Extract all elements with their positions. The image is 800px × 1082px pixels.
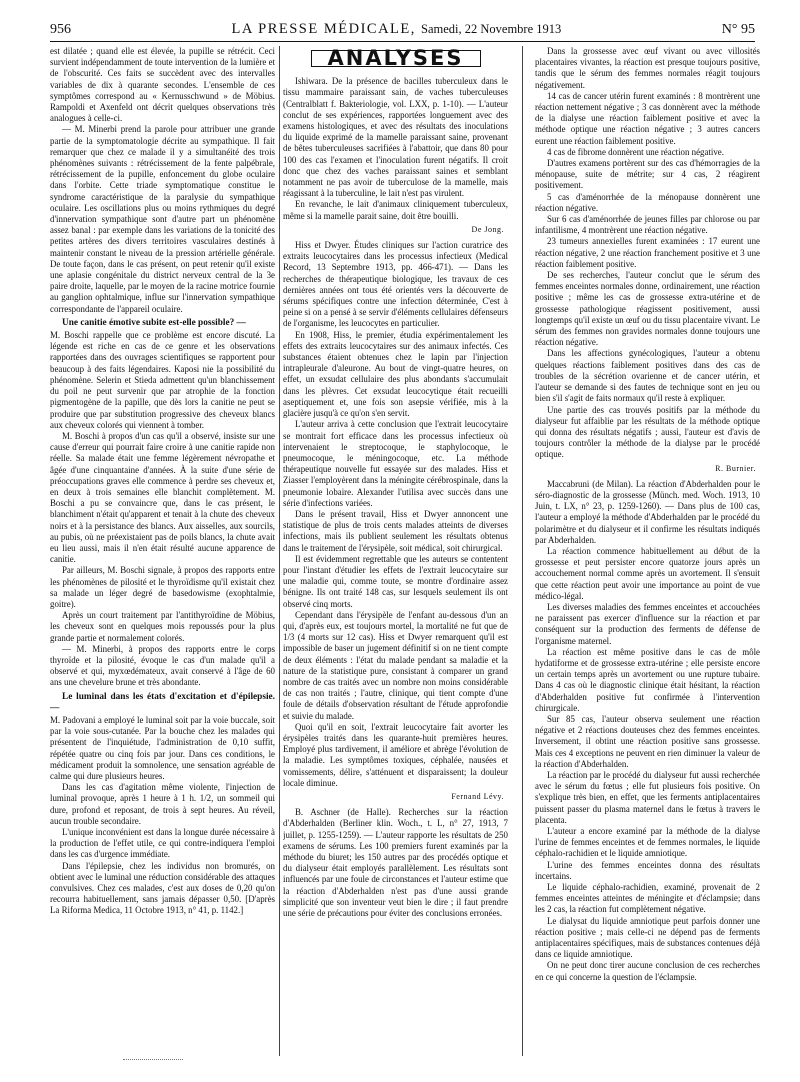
paragraph: M. Boschi à propos d'un cas qu'il a observé, insiste sur une cause d'erreur qui pourrait faire croire à une canitie rapide non réelle. Sa malade était une femme légèrement névropathe et âgée d'une cinquantaine d'années. À la suite d'une série de préoccupations graves elle commence à perdre ses cheveux et, en deux à trois semaines elle blanchit complètement. M. Boschi a pu se convaincre que, dans le cas présent, le blanchiment n'était qu'apparent et tenait à la chute des cheveux noirs et à la persistance des blancs. Aux aisselles, aux sourcils, au pubis, où ne préexistaient pas de poils blancs, la chute avait eu lieu aussi, mais il n'en était résulté aucune apparence de canitie. — [50, 430, 275, 565]
paragraph: Sur 6 cas d'aménorrhée de jeunes filles par chlorose ou par infantilisme, 4 montrèrent une réaction négative. — [535, 214, 760, 236]
paragraph: Cependant dans l'érysipèle de l'enfant au-dessous d'un an qui, d'après eux, est toujours mortel, la mortalité ne fut que de 1/3 (4 morts sur 12 cas). Hiss et Dwyer remarquent qu'il est impossible de baser un jugement définitif si on ne tient compte de deux éléments : l'état du malade pendant sa maladie et la nature de la statistique pure, consistant à comparer un grand nombre de cas traités avec un nombre non moins considérable de cas non traités ; l'autre, clinique, qui tient compte d'une foule de détails d'observation résultant de l'étude approfondie et suivie du malade. — [283, 609, 508, 721]
paragraph: Le liquide céphalo-rachidien, examiné, provenait de 2 femmes enceintes atteintes de méningite et d'éclampsie; dans les 2 cas, la réaction fut complètement négative. — [535, 882, 760, 915]
column-middle — [283, 46, 508, 1056]
paragraph: Après un court traitement par l'antithyroïdine de Möbius, les cheveux sont en quelques mois repoussés pour la plus grande partie et normalement colorés. — [50, 610, 275, 643]
paragraph: Ishiwara. De la présence de bacilles tuberculeux dans le tissu mammaire paraissant sain, de vaches tuberculeuses (Centralblatt f. Bakteriologie, vol. LXX, p. 1-10). — L'auteur conclut de ses expériences, rapportées longuement avec des examens histologiques, et avec des résultats des inoculations du liquide exprimé de la mamelle paraissant saine, provenant de bêtes tuberculeuses sacrifiées à l'abattoir, que dans 80 pour 100 des cas l'examen et l'inoculation furent négatifs. Il croit donc que chez des vaches paraissant saines et semblant notamment ne pas avoir de tuberculose de la mamelle, mais réagissant à la tuberculine, le lait n'est pas virulent. — [283, 76, 508, 199]
paragraph: La réaction commence habituellement au début de la grossesse et peut persister encore quatorze jours après un accouchement normal comme après un avortement. Il s'ensuit que cette réaction peut avoir une importance au point de vue médico-légal. — [535, 545, 760, 601]
section-heading-analyses — [283, 46, 508, 70]
section-heading: Une canitie émotive subite est-elle possible? — — [62, 317, 246, 328]
author-signature: R. Burnier. — [715, 463, 756, 473]
paragraph: Une partie des cas trouvés positifs par la méthode du dialyseur fut affaiblie par les résultats de la méthode optique qui donna des résultats négatifs ; aussi, l'auteur est d'avis de toujours contrôler la méthode de la dialyse par le procédé optique. — [535, 404, 760, 460]
column-right — [535, 46, 760, 1056]
paragraph: De ses recherches, l'auteur conclut que le sérum des femmes enceintes normales donne, ordinairement, une réaction positive ; même les cas de grossesse extra-utérine et de grossesse pathologique réagissent positivement, aussi longtemps qu'il existe un œuf ou du tissu placentaire vivant. Le sérum des femmes non gravides normales donne toujours une réaction négative. — [535, 270, 760, 348]
paragraph: Dans le présent travail, Hiss et Dwyer annoncent une statistique de plus de trois cents malades atteints de diverses infections, mais ils publient seulement les résultats obtenus dans le traitement de l'érysipèle, soit médical, soit chirurgical. — [283, 508, 508, 553]
paragraph: B. Aschner (de Halle). Recherches sur la réaction d'Abderhalden (Berliner klin. Woch., t. L, n° 27, 1913, 7 juillet, p. 1255-1259). — L'auteur rapporte les résultats de 250 examens de sérums. Les 100 premiers furent examinés par la méthode du biuret; les 150 autres par des procédés optique et du dialyseur était employés parallèlement. Les résultats sont influencés par une foule de circonstances et l'auteur estime que la réaction d'Abderhalden n'est pas d'une aussi grande simplicité que son inventeur veut bien le dire ; il faut prendre une série de précautions pour éviter des conclusions erronées. — [283, 807, 508, 919]
paragraph: L'auteur a encore examiné par la méthode de la dialyse l'urine de femmes enceintes et de femmes normales, le liquide céphalo-rachidien et le liquide amniotique. — [535, 826, 760, 859]
paragraph: M. Padovani a employé le luminal soit par la voie buccale, soit par la voie sous-cutanée. Par la bouche chez les malades qui présentent de l'inquiétude, l'administration de 0,10 suffit, répétée quatre ou cinq fois par jour. Dans ces conditions, le médicament produit la somnolence, une sensation agréable de calme qui dure plusieurs heures. — [50, 714, 275, 781]
page-number: 956 — [50, 22, 71, 37]
paragraph: 5 cas d'aménorrhée de la ménopause donnèrent une réaction négative. — [535, 191, 760, 213]
paragraph: En revanche, le lait d'animaux cliniquement tuberculeux, même si la mamelle parait saine, doit être bouilli. — [283, 199, 508, 221]
paragraph: L'urine des femmes enceintes donna des résultats incertains. — [535, 859, 760, 881]
author-signature: Fernand Lévy. — [451, 792, 504, 801]
paragraph: L'unique inconvénient est dans la longue durée nécessaire à la production de l'effet utile, ce qui contre-indiquera l'emploi dans les cas d'urgence immédiate. — [50, 827, 275, 860]
analyses-body — [283, 76, 508, 919]
paragraph: Le dialysat du liquide amniotique peut parfois donner une réaction positive ; mais celle-ci ne dépend pas de ferments antiplacentaires spécifiques, mais de substances contenues déjà dans ce liquide amniotique. — [535, 915, 760, 960]
paragraph: Il est évidemment regrettable que les auteurs se contentent pour l'instant d'étudier les effets de l'extrait leucocytaire sur une maladie qui, comme toute, se montre d'ordinaire assez bénigne. Ils ont traité 148 cas, sur lesquels seulement ils ont observé cinq morts. — [283, 553, 508, 609]
paragraph: Sur 85 cas, l'auteur observa seulement une réaction négative et 2 réactions douteuses chez des femmes enceintes. Inversement, il obtint une réaction positive sans grossesse. Mais ces 4 exceptions ne peuvent en rien diminuer la valeur de la réaction d'Abderhalden. — [535, 713, 760, 769]
paragraph: La réaction par le procédé du dialyseur fut aussi recherchée avec le sérum du fœtus ; elle fut plusieurs fois positive. On s'explique très bien, en effet, que les ferments antiplacentaires puissent passer du plasma maternel dans le fœtus à travers le placenta. — [535, 770, 760, 825]
column-divider — [522, 46, 523, 1056]
issue-number: N° 95 — [721, 22, 755, 37]
analyses-title: ANALYSES — [311, 50, 481, 67]
paragraph: 4 cas de fibrome donnèrent une réaction négative. — [547, 146, 724, 157]
paragraph: Maccabruni (de Milan). La réaction d'Abderhalden pour le séro-diagnostic de la grossesse (Münch. med. Woch. 1913, 10 Juin, t. LX, n° 23, p. 1259-1260). — Dans plus de 100 cas, l'auteur a employé la méthode d'Abderhalden par le procédé du polarimètre et du dialyseur et il confirme les résultats indiqués par Abderhalden. — [535, 478, 760, 545]
paragraph: Par ailleurs, M. Boschi signale, à propos des rapports entre les phénomènes de pilosité et le thyroïdisme qu'il existait chez sa malade un léger degré de basedowisme (exophtalmie, goitre). — [50, 565, 275, 609]
paragraph: Dans les affections gynécologiques, l'auteur a obtenu quelques réactions faiblement positives dans des cas de troubles de la sécrétion ovarienne et de cancer utérin, et l'auteur se demande si des fautes de technique sont en jeu ou bien s'il s'agit de faits normaux qu'il reste à expliquer. — [535, 348, 760, 404]
journal-title: LA PRESSE MÉDICALE, — [231, 21, 416, 37]
paragraph: Dans la grossesse avec œuf vivant ou avec villosités placentaires vivantes, la réaction est presque toujours positive, tandis que le sérum des femmes normales réagit toujours négativement. — [535, 46, 760, 90]
column-divider — [279, 46, 280, 1056]
paragraph: M. Boschi rappelle que ce problème est encore discuté. La légende est riche en cas de ce genre et les observations rapportées dans des ouvrages scientifiques se rapportent pour beaucoup à des faits légendaires. Kaposi nie la possibilité du phénomène. Selerin et Stieda admettent qu'un blanchissement du poil ne peut survenir que par atrophie de la fonction pigmentogène de la papille, que dès lors la canitie ne peut se produire que par substitution progressive des cheveux blancs aux cheveux colorés qui viennent à tomber. — [50, 330, 275, 430]
page-header — [50, 14, 755, 42]
paragraph: est dilatée ; quand elle est élevée, la pupille se rétrécit. Ceci survient indépendamment de toute intervention de la lumière et de l'obscurité. Ces faits se succèdent avec des intervalles variables de dix à quarante secondes. L'ensemble de ces symptômes correspond au « Kernusschwund » de Möbius. Rampoldi et Axenfeld ont décrit quelques observations très analogues à celle-ci. — [50, 46, 275, 124]
author-signature: De Jong. — [471, 224, 504, 234]
paragraph: Dans les cas d'agitation même violente, l'injection de luminal provoque, après 1 heure à 1 h. 1/2, un sommeil qui dure, profond et reposant, de trois à sept heures. Au réveil, aucun trouble secondaire. — [50, 782, 275, 826]
paragraph: L'auteur arriva à cette conclusion que l'extrait leucocytaire se montrait fort efficace dans les processus infectieux où intervenaient le streptocoque, le staphylocoque, le pneumocoque, le méningocoque, etc. La méthode thérapeutique nouvelle fut essayée sur des malades. Hiss et Ziasser l'employèrent dans la méningite cérébrospinale, dans la pneumonie lobaire. Alexander l'utilisa avec succès dans une série d'infections variées. — [283, 419, 508, 508]
column-left — [50, 46, 275, 1056]
paragraph: — M. Minerbi, à propos des rapports entre le corps thyroïde et la pilosité, évoque le cas d'un malade qu'il a observé et qui, myxœdémateux, avait conservé à l'âge de 60 ans une chevelure brune et très abondante. — [50, 643, 275, 688]
printer-mark — [123, 1059, 183, 1064]
paragraph: Quoi qu'il en soit, l'extrait leucocytaire fait avorter les érysipèles traités dans les quarante-huit premières heures. Employé plus tardivement, il améliore et abrège l'évolution de la maladie. Les symptômes toxiques, céphalée, nausées et vomissements, délire, s'atténuent et disparaissent; la douleur locale diminue. — [283, 721, 508, 788]
journal-masthead — [232, 21, 562, 38]
paragraph: 23 tumeurs annexielles furent examinées : 17 eurent une réaction négative, 2 une réaction franchement positive et 3 une réaction faiblement positive. — [535, 236, 760, 269]
paragraph: — M. Minerbi prend la parole pour attribuer une grande partie de la symptomatologie décrite au sympathique. Il fait remarquer que chez ce malade il y a simultanéité des trois phénomènes suivants : rétrécissement de la fente palpébrale, rétrécissement de la pupille, enfoncement du globe oculaire dans l'orbite. Cette triade symptomatique constitue le syndrome caractéristique de la paralysie du sympathique oculaire. Les oscillations plus ou moins rythmiques du degré d'innervation sympathique sont d'autre part un phénomène assez banal : par exemple dans les variations de la tonicité des petites artères des divers territoires vasculaires destinés à maintenir constant le niveau de la pression artérielle générale. De toute façon, dans le cas présent, on peut retenir qu'il existe une aplasie congénitale du district nerveux central de la 3e paire droite, laquelle, par le moyen de la racine motrice fournie au ganglion ophtalmique, influe sur l'innervation sympathique correspondante de l'appareil oculaire. — [50, 124, 275, 314]
paragraph: D'autres examens portèrent sur des cas d'hémorragies de la ménopause, suite de métrite; sur 4 cas, 2 réagirent positivement. — [535, 158, 760, 191]
paragraph: 14 cas de cancer utérin furent examinés : 8 montrèrent une réaction nettement négative ; 3 cas donnèrent avec la méthode de la dialyse une réaction faiblement positive et avec la méthode optique une réaction négative ; 3 autres cancers eurent une réaction faiblement positive. — [535, 90, 760, 146]
paragraph: Hiss et Dwyer. Études cliniques sur l'action curatrice des extraits leucocytaires dans les processus infectieux (Medical Record, 13 Septembre 1913, pp. 466-471). — Dans les recherches de thérapeutique biologique, les travaux de ces dernières années ont tous été orientés vers la découverte de sérums spécifiques contre une infection déterminée, C'est à peine si on a pensé à se servir d'éléments cellulaires défenseurs de l'organisme, les leucocytes en particulier. — [283, 240, 508, 329]
section-heading: Le luminal dans les états d'excitation et d'épilepsie. — — [50, 691, 275, 713]
paragraph: On ne peut donc tirer aucune conclusion de ces recherches en ce qui concerne la question de l'éclampsie. — [535, 960, 760, 982]
paragraph: Les diverses maladies des femmes enceintes et accouchées ne paraissent pas exercer d'influence sur la réaction et par conséquent sur la production des ferments de défense de l'organisme maternel. — [535, 601, 760, 646]
paragraph: Dans l'épilepsie, chez les individus non bromurés, on obtient avec le luminal une réduction considérable des attaques convulsives. Chez ces malades, c'est aux doses de 0,20 qu'on recourra habituellement, sans jamais dépasser 0,50. [D'après La Riforma Medica, 11 Octobre 1913, n° 41, p. 1142.] — [50, 860, 275, 916]
paragraph: En 1908, Hiss, le premier, étudia expérimentalement les effets des extraits leucocytaires sur des animaux infectés. Ces substances étaient obtenues chez le lapin par l'injection intrapleurale d'aleurone. Au bout de vingt-quatre heures, on effet, un exsudat cellulaire des plus abondants s'accumulait dans les plèvres. Cet exsudat leucocytique était recueilli aseptiquement et, une fois son asepsie vérifiée, mis à la glacière jusqu'à ce qu'on s'en servit. — [283, 329, 508, 419]
issue-date: Samedi, 22 Novembre 1913 — [421, 22, 562, 36]
paragraph: La réaction est même positive dans le cas de môle hydatiforme et de grossesse extra-utérine ; elle persiste encore un certain temps après un avortement ou une rupture tubaire. Dans 4 cas où le diagnostic clinique était hésitant, la réaction d'Abderhalden positive fut confirmée à l'intervention chirurgicale. — [535, 646, 760, 713]
